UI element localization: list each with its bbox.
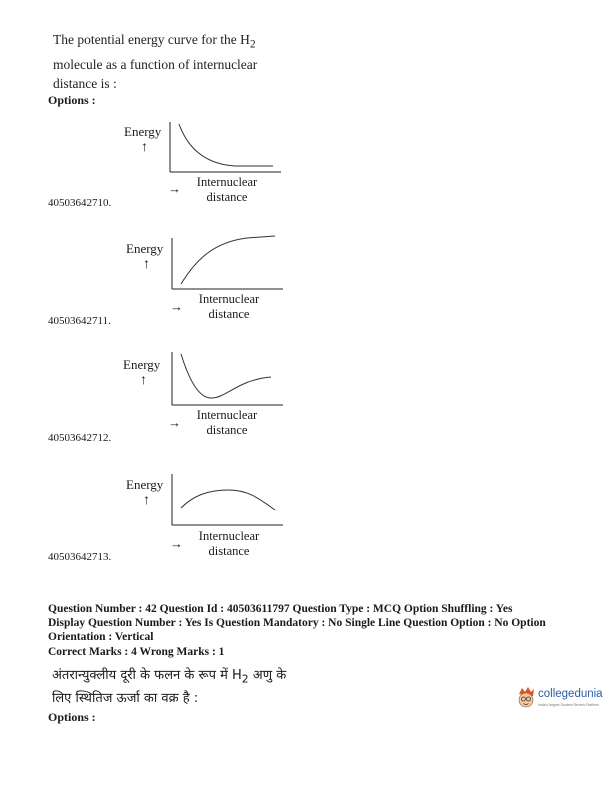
logo-tagline: India's largest Student Review Platform — [538, 703, 599, 707]
right-arrow-icon: → — [168, 181, 181, 196]
energy-label: Energy — [124, 124, 162, 139]
energy-label: Energy — [123, 357, 161, 372]
x-axis-label: Internuclear distance — [198, 529, 260, 558]
collegedunia-logo — [516, 686, 608, 716]
up-arrow-icon: ↑ — [141, 140, 148, 155]
decreasing-curve-graph — [165, 120, 285, 175]
right-arrow-icon: → — [168, 415, 181, 430]
x-axis-label: Internuclear distance — [196, 408, 258, 437]
x-axis-label: Internuclear distance — [198, 292, 260, 321]
marks-info: Correct Marks : 4 Wrong Marks : 1 — [48, 646, 225, 658]
increasing-curve-graph — [167, 234, 287, 292]
up-arrow-icon: ↑ — [143, 493, 150, 508]
question-text: The potential energy curve for the $H_2$ molecule as a function of internuclear distance is : — [53, 32, 258, 91]
up-arrow-icon: ↑ — [143, 257, 150, 272]
option-id: 40503642711. — [48, 315, 111, 327]
right-arrow-icon: → — [170, 299, 183, 314]
option-id: 40503642712. — [48, 432, 112, 444]
energy-label: Energy — [126, 477, 164, 492]
option-id: 40503642710. — [48, 197, 112, 209]
minimum-curve-graph — [167, 350, 287, 408]
question-metadata: Question Number : 42 Question Id : 40503611797 Question Type : MCQ Option Shuffling : Yes Display Question Number : Yes Is Question Mandatory : No Single Line Question Option : No Option Orientation : Vertical — [48, 603, 546, 643]
options-label: Options : — [48, 93, 96, 107]
question-text-hindi: अंतरान्युक्लीय दूरी के फलन के रूप में $H_2$ अणु के लिए स्थितिज ऊर्जा का वक्र है : — [52, 668, 287, 706]
x-axis-label: Internuclear distance — [196, 175, 258, 204]
logo-text: collegedunia — [538, 688, 603, 700]
up-arrow-icon: ↑ — [140, 373, 147, 388]
energy-label: Energy — [126, 241, 164, 256]
mascot-icon — [516, 686, 536, 710]
maximum-curve-graph — [167, 470, 287, 528]
options-label-hindi: Options : — [48, 710, 96, 724]
option-id: 40503642713. — [48, 551, 112, 563]
right-arrow-icon: → — [170, 536, 183, 551]
